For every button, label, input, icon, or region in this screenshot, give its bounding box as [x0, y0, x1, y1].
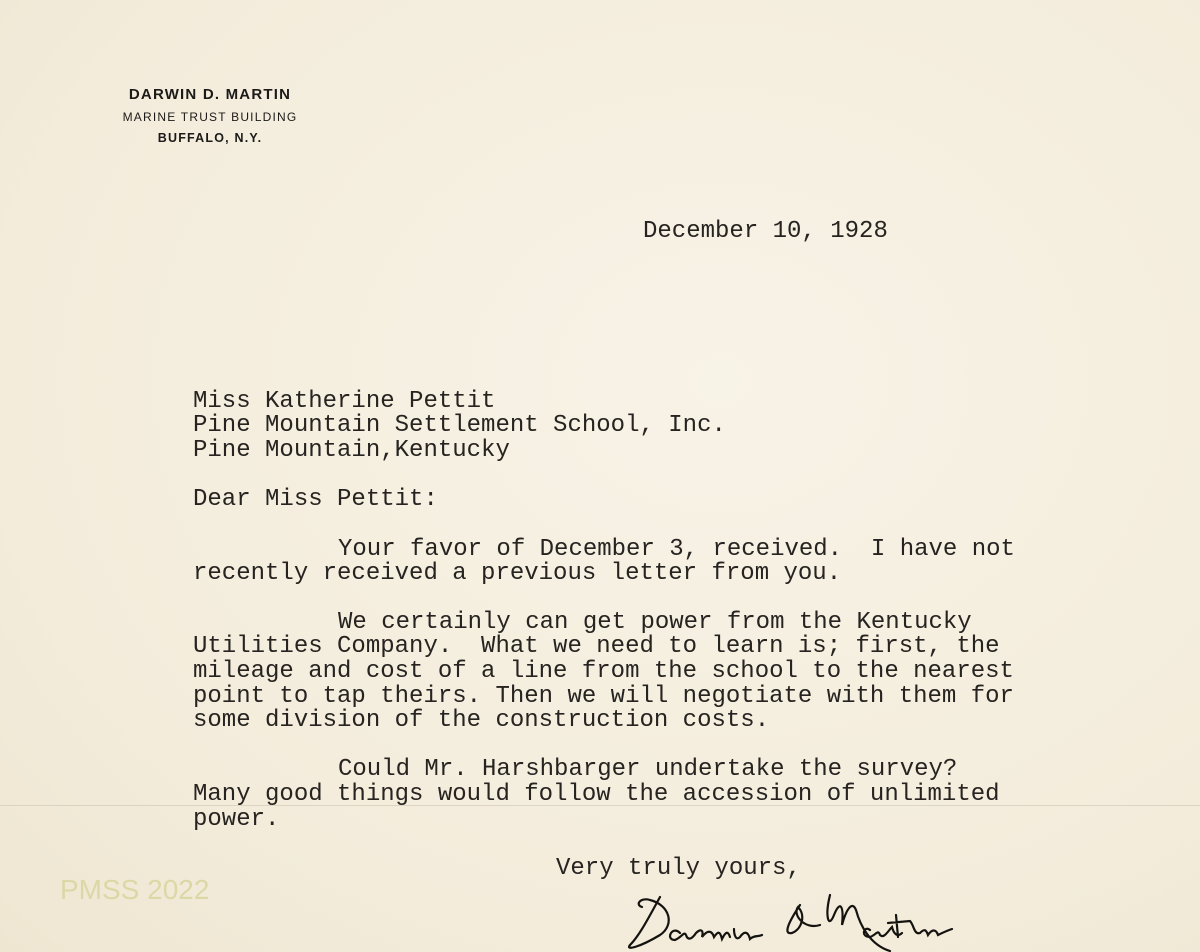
paragraph-line: point to tap theirs. Then we will negotiate with them for	[193, 683, 1014, 710]
paragraph-line: Utilities Company. What we need to learn is; first, the	[193, 633, 1000, 660]
recipient-line: Pine Mountain,Kentucky	[193, 437, 510, 464]
paragraph-line: some division of the construction costs.	[193, 707, 770, 734]
paragraph-line: recently received a previous letter from you.	[193, 560, 842, 587]
letterhead-name: DARWIN D. MARTIN	[128, 86, 292, 103]
paragraph-line: power.	[193, 806, 280, 833]
closing: Very truly yours,	[556, 855, 801, 882]
paragraph-line: Many good things would follow the accession of unlimited	[193, 781, 1000, 808]
letter-date: December 10, 1928	[643, 218, 888, 245]
recipient-line: Pine Mountain Settlement School, Inc.	[193, 412, 726, 439]
paragraph-line: Could Mr. Harshbarger undertake the survey?	[338, 756, 958, 783]
letterhead-city: BUFFALO, N.Y.	[157, 131, 263, 145]
signature	[620, 885, 1040, 952]
paragraph-line: mileage and cost of a line from the school to the nearest	[193, 658, 1014, 685]
watermark: PMSS 2022	[60, 874, 210, 905]
letterhead-building: MARINE TRUST BUILDING	[122, 110, 298, 124]
paragraph-line: Your favor of December 3, received. I have not	[338, 536, 1015, 563]
paragraph-line: We certainly can get power from the Kentucky	[338, 609, 972, 636]
recipient-line: Miss Katherine Pettit	[193, 388, 496, 415]
salutation: Dear Miss Pettit:	[193, 486, 438, 513]
